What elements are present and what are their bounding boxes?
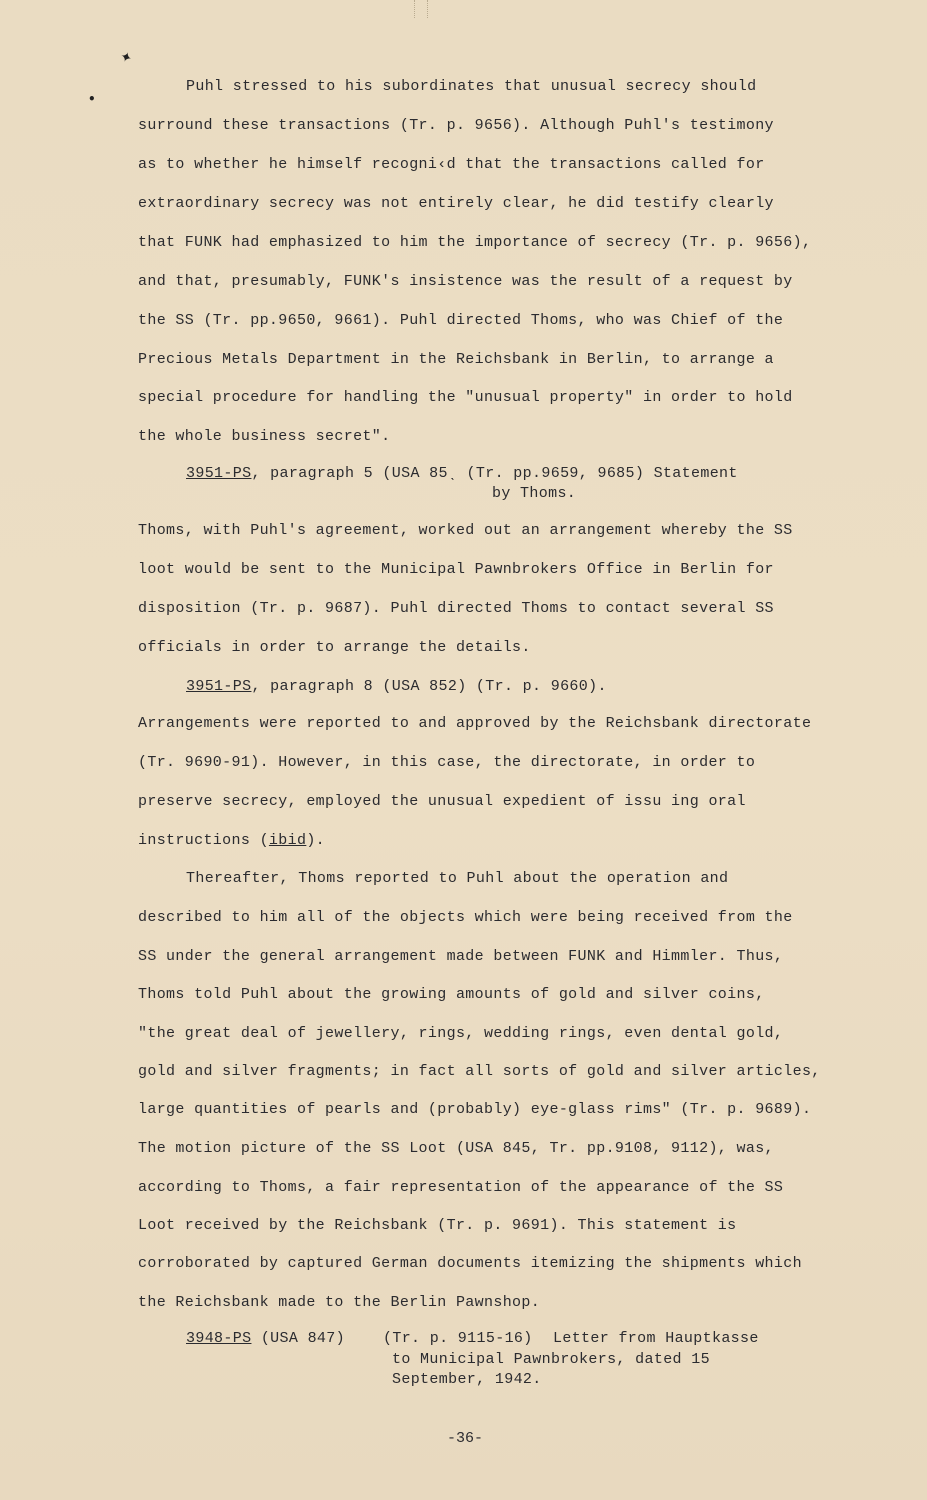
ink-mark: ✦ [117, 48, 135, 68]
text-line: according to Thoms, a fair representation of the appearance of the SS [138, 1179, 784, 1196]
text-line: Puhl stressed to his subordinates that unusual secrecy should [186, 78, 757, 95]
citation-description: Letter from Hauptkasse [553, 1330, 759, 1347]
text-line: that FUNK had emphasized to him the importance of secrecy (Tr. p. 9656), [138, 234, 812, 251]
text-line: the Reichsbank made to the Berlin Pawnshop. [138, 1294, 541, 1311]
text-line: preserve secrecy, employed the unusual expedient of issu ing oral [138, 793, 746, 810]
citation-line [186, 1329, 345, 1349]
text-line: the SS (Tr. pp.9650, 9661). Puhl directed Thoms, who was Chief of the [138, 312, 784, 329]
citation-text: , paragraph 5 (USA 85ˎ (Tr. pp.9659, 9685) Statement [251, 465, 738, 482]
citation-text: (USA 847) [251, 1330, 345, 1347]
text-line: Thoms, with Puhl's agreement, worked out an arrangement whereby the SS [138, 522, 793, 539]
citation-continuation: by Thoms. [492, 485, 577, 502]
text-line: "the great deal of jewellery, rings, wedding rings, even dental gold, [138, 1025, 784, 1042]
punch-mark [414, 0, 428, 18]
text-line: loot would be sent to the Municipal Pawnbrokers Office in Berlin for [138, 561, 774, 578]
ibid-reference: ibid [268, 832, 307, 849]
text-line: Precious Metals Department in the Reichsbank in Berlin, to arrange a [138, 351, 774, 368]
text-line: officials in order to arrange the details. [138, 639, 531, 656]
text-line: disposition (Tr. p. 9687). Puhl directed Thoms to contact several SS [138, 600, 774, 617]
citation-3951-ps-para8 [186, 677, 607, 697]
text-line: Thereafter, Thoms reported to Puhl about the operation and [186, 870, 729, 887]
text-line: surround these transactions (Tr. p. 9656). Although Puhl's testimony [138, 117, 774, 134]
text-line: special procedure for handling the "unusual property" in order to hold [138, 389, 793, 406]
text-line: as to whether he himself recogni‹d that the transactions called for [138, 156, 765, 173]
text-line: Thoms told Puhl about the growing amounts of gold and silver coins, [138, 986, 765, 1003]
text-line: extraordinary secrecy was not entirely clear, he did testify clearly [138, 195, 774, 212]
document-reference: 3951-PS [186, 465, 252, 482]
text-line: corroborated by captured German documents itemizing the shipments which [138, 1255, 802, 1272]
text-line: described to him all of the objects which were being received from the [138, 909, 793, 926]
text-line: Arrangements were reported to and approved by the Reichsbank directorate [138, 715, 812, 732]
text-line: large quantities of pearls and (probably) eye-glass rims" (Tr. p. 9689). [138, 1101, 812, 1118]
text-line: The motion picture of the SS Loot (USA 845, Tr. pp.9108, 9112), was, [138, 1140, 774, 1157]
citation-description: to Municipal Pawnbrokers, dated 15 [392, 1351, 710, 1368]
text-fragment: ). [306, 832, 326, 849]
document-reference: 3948-PS [186, 1330, 252, 1347]
text-fragment: instructions ( [138, 832, 269, 849]
text-line [138, 832, 325, 850]
text-line: and that, presumably, FUNK's insistence was the result of a request by [138, 273, 793, 290]
text-line: gold and silver fragments; in fact all sorts of gold and silver articles, [138, 1063, 821, 1080]
document-reference: 3951-PS [186, 678, 252, 695]
citation-3951-ps-para5 [186, 464, 738, 484]
text-line: (Tr. 9690-91). However, in this case, the directorate, in order to [138, 754, 756, 771]
text-line: SS under the general arrangement made between FUNK and Himmler. Thus, [138, 948, 784, 965]
ink-mark: • [88, 92, 96, 106]
text-line: the whole business secret". [138, 428, 391, 445]
citation-transcript-ref: (Tr. p. 9115-16) [383, 1330, 533, 1347]
text-line: Loot received by the Reichsbank (Tr. p. 9691). This statement is [138, 1217, 737, 1234]
page-number: -36- [447, 1430, 484, 1447]
citation-text: , paragraph 8 (USA 852) (Tr. p. 9660). [251, 678, 607, 695]
citation-description: September, 1942. [392, 1371, 542, 1388]
